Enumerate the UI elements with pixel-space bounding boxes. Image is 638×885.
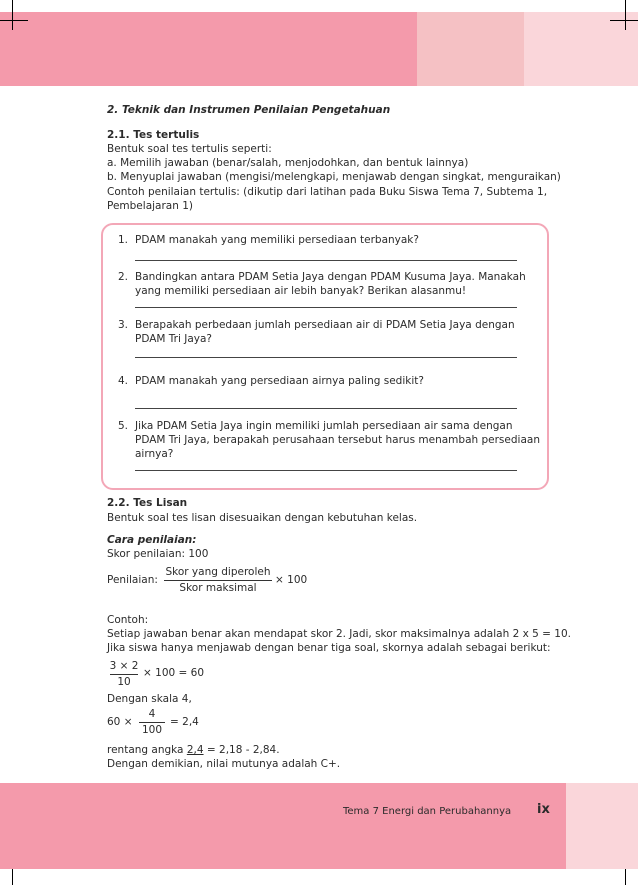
list-item-b: b. Menyuplai jawaban (mengisi/melengkapi, menjawab dengan singkat, menguraikan) [107,171,561,183]
crop-mark [625,0,626,30]
question-number: 2. [118,271,129,283]
footer-band [0,783,566,869]
question-number: 4. [118,375,129,387]
question-text: PDAM manakah yang persediaan airnya paling sedikit? [135,375,424,387]
question-text: PDAM Tri Jaya, berapakah perusahaan tersebut harus menambah persediaan [135,434,540,446]
formula-numerator: Skor yang diperoleh [165,566,271,578]
answer-line [135,307,517,308]
question-text: airnya? [135,448,174,460]
header-band-right [524,12,638,86]
question-text: PDAM manakah yang memiliki persediaan terbanyak? [135,234,419,246]
penilaian-label: Penilaian: [107,574,158,586]
skor-penilaian: Skor penilaian: 100 [107,548,209,560]
calc-denominator: 10 [117,676,131,688]
calc-numerator: 3 × 2 [109,660,139,672]
question-number: 1. [118,234,129,246]
calc-result: × 100 = 60 [143,667,205,679]
intro-text: Bentuk soal tes tertulis seperti: [107,143,272,155]
question-number: 5. [118,420,129,432]
crop-mark [0,20,28,21]
question-text: Bandingkan antara PDAM Setia Jaya dengan PDAM Kusuma Jaya. Manakah [135,271,526,283]
footer-band-right [566,783,638,869]
contoh-line-1: Setiap jawaban benar akan mendapat skor 2. Jadi, skor maksimalnya adalah 2 x 5 = 10. [107,628,571,640]
question-text: Jika PDAM Setia Jaya ingin memiliki jumlah persediaan air sama dengan [135,420,513,432]
hasil-text: Dengan demikian, nilai mutunya adalah C+. [107,758,341,770]
cara-penilaian-heading: Cara penilaian: [107,534,197,546]
lisan-description: Bentuk soal tes lisan disesuaikan dengan kebutuhan kelas. [107,512,418,524]
skala-text: Dengan skala 4, [107,693,192,705]
question-text: Berapakah perbedaan jumlah persediaan air di PDAM Setia Jaya dengan [135,319,515,331]
skala-left: 60 × [107,716,133,728]
list-item-a: a. Memilih jawaban (benar/salah, menjodohkan, dan bentuk lainnya) [107,157,469,169]
contoh-line-1: Contoh penilaian tertulis: (dikutip dari latihan pada Buku Siswa Tema 7, Subtema 1, [107,186,548,198]
crop-mark [12,0,13,30]
header-band-left [0,12,417,86]
answer-line [135,408,517,409]
section-heading: 2. Teknik dan Instrumen Penilaian Pengetahuan [107,104,391,116]
answer-line [135,470,517,471]
subsection-heading-tes-lisan: 2.2. Tes Lisan [107,497,188,509]
crop-mark [610,20,638,21]
question-text: yang memiliki persediaan air lebih banyak? Berikan alasanmu! [135,285,467,297]
skala-result: = 2,4 [170,716,199,728]
formula-denominator: Skor maksimal [179,582,257,594]
rentang-angka [107,743,280,757]
question-text: PDAM Tri Jaya? [135,333,213,345]
subsection-heading-tes-tertulis: 2.1. Tes tertulis [107,129,200,141]
contoh-line-2: Pembelajaran 1) [107,200,193,212]
formula-times-100: × 100 [275,574,308,586]
rentang-prefix: rentang angka [107,744,187,756]
answer-line [135,260,517,261]
skala-numerator: 4 [148,708,156,720]
footer-theme-title: Tema 7 Energi dan Perubahannya [343,806,512,817]
page-number: ix [537,802,550,817]
skala-denominator: 100 [141,724,163,736]
answer-line [135,357,517,358]
question-number: 3. [118,319,129,331]
contoh-label: Contoh: [107,614,149,626]
header-band-middle [417,12,524,86]
rentang-value: 2,4 [186,744,204,756]
rentang-suffix: = 2,18 - 2,84. [203,744,280,756]
contoh-line-2: Jika siswa hanya menjawab dengan benar tiga soal, skornya adalah sebagai berikut: [107,642,551,654]
